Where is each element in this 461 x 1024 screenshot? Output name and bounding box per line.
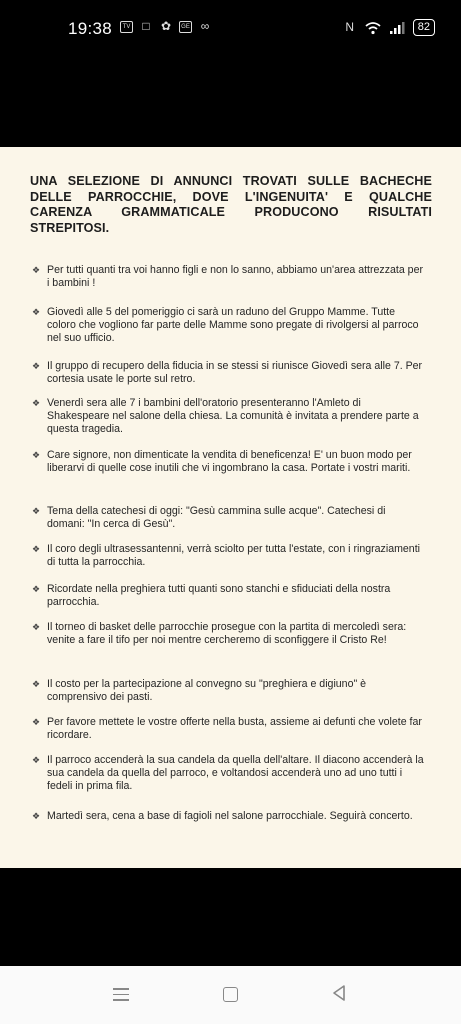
list-item: ❖ Venerdì sera alle 7 i bambini dell'oratorio presenteranno l'Amleto di Shakespeare nel salone della chiesa. La comunità è invitata a prendere parte a questa tragedia. xyxy=(32,397,419,436)
status-time: 19:38 xyxy=(68,19,113,38)
list-item: ❖ Il coro degli ultrasessantenni, verrà sciolto per tutta l'estate, con i ringraziamenti di tutta la parrocchia. xyxy=(32,543,420,569)
bullet-icon: ❖ xyxy=(32,622,41,632)
list-item: ❖ Care signore, non dimenticate la vendita di beneficenza! E' un buon modo per liberarvi di quelle cose inutili che vi ingombrano la casa. Portate i vostri mariti. xyxy=(32,449,412,475)
list-item: ❖ Il gruppo di recupero della fiducia in se stessi si riunisce Giovedì sera alle 7. Per cortesia usate le porte sul retro. xyxy=(32,360,423,386)
notification-box-icon: TV xyxy=(120,21,133,33)
gmail-icon: GE xyxy=(179,21,192,33)
bullet-icon: ❖ xyxy=(32,755,41,765)
list-item: ❖ Per tutti quanti tra voi hanno figli e non lo sanno, abbiamo un'area attrezzata per i bambini ! xyxy=(32,264,423,290)
document-title: UNA SELEZIONE DI ANNUNCI TROVATI SULLE BACHECHE DELLE PARROCCHIE, DOVE L'INGENUITA' E QUALCHE CARENZA GRAMMATICALE PRODUCONO RISULTATI STREPITOSI. xyxy=(30,174,432,235)
bullet-icon: ❖ xyxy=(32,450,41,460)
list-item: ❖ Il costo per la partecipazione al convegno su "preghiera e digiuno" è comprensivo dei pasti. xyxy=(32,678,367,704)
app-icon: ✿ xyxy=(160,19,172,33)
bullet-icon: ❖ xyxy=(32,584,41,594)
battery-indicator: 82 xyxy=(413,19,435,36)
list-item: ❖ Giovedì alle 5 del pomeriggio ci sarà un raduno del Gruppo Mamme. Tutte coloro che vogliono far parte delle Mamme sono pregate di rivolgersi al parroco nel suo ufficio. xyxy=(32,306,419,345)
list-item: ❖ Il torneo di basket delle parrocchie prosegue con la partita di mercoledì sera: venite a fare il tifo per noi mentre cercheremo di sconfiggere il Cristo Re! xyxy=(32,621,407,647)
bullet-icon: ❖ xyxy=(32,265,41,275)
wifi-icon xyxy=(365,21,381,35)
list-item: ❖ Tema della catechesi di oggi: "Gesù cammina sulle acque". Catechesi di domani: "In cerca di Gesù". xyxy=(32,505,386,531)
list-item: ❖ Ricordate nella preghiera tutti quanti sono stanchi e sfiduciati della nostra parrocchia. xyxy=(32,583,391,609)
home-icon[interactable] xyxy=(223,987,238,1002)
document-image xyxy=(0,147,461,868)
bullet-icon: ❖ xyxy=(32,307,41,317)
navigation-bar xyxy=(0,966,461,1024)
voicemail-icon: ∞ xyxy=(200,19,210,33)
bullet-icon: ❖ xyxy=(32,506,41,516)
back-icon[interactable] xyxy=(331,984,347,1002)
bullet-icon: ❖ xyxy=(32,717,41,727)
notification-icons xyxy=(120,20,212,33)
list-item: ❖ Il parroco accenderà la sua candela da quella dell'altare. Il diacono accenderà la sua candela da quella del parroco, e voltandosi accenderà uno ad uno tutti i fedeli in prima fila. xyxy=(32,754,424,793)
menu-icon[interactable] xyxy=(113,988,129,1002)
nfc-icon: N xyxy=(345,20,355,34)
system-icons xyxy=(343,19,435,36)
bullet-icon: ❖ xyxy=(32,544,41,554)
bullet-icon: ❖ xyxy=(32,398,41,408)
signal-icon xyxy=(389,21,405,35)
bullet-icon: ❖ xyxy=(32,361,41,371)
bullet-icon: ❖ xyxy=(32,679,41,689)
list-item: ❖ Martedì sera, cena a base di fagioli nel salone parrocchiale. Seguirà concerto. xyxy=(32,810,413,822)
bullet-icon: ❖ xyxy=(32,811,41,821)
photo-icon: □ xyxy=(142,19,150,33)
list-item: ❖ Per favore mettete le vostre offerte nella busta, assieme ai defunti che volete far ricordare. xyxy=(32,716,422,742)
status-bar xyxy=(0,0,461,60)
